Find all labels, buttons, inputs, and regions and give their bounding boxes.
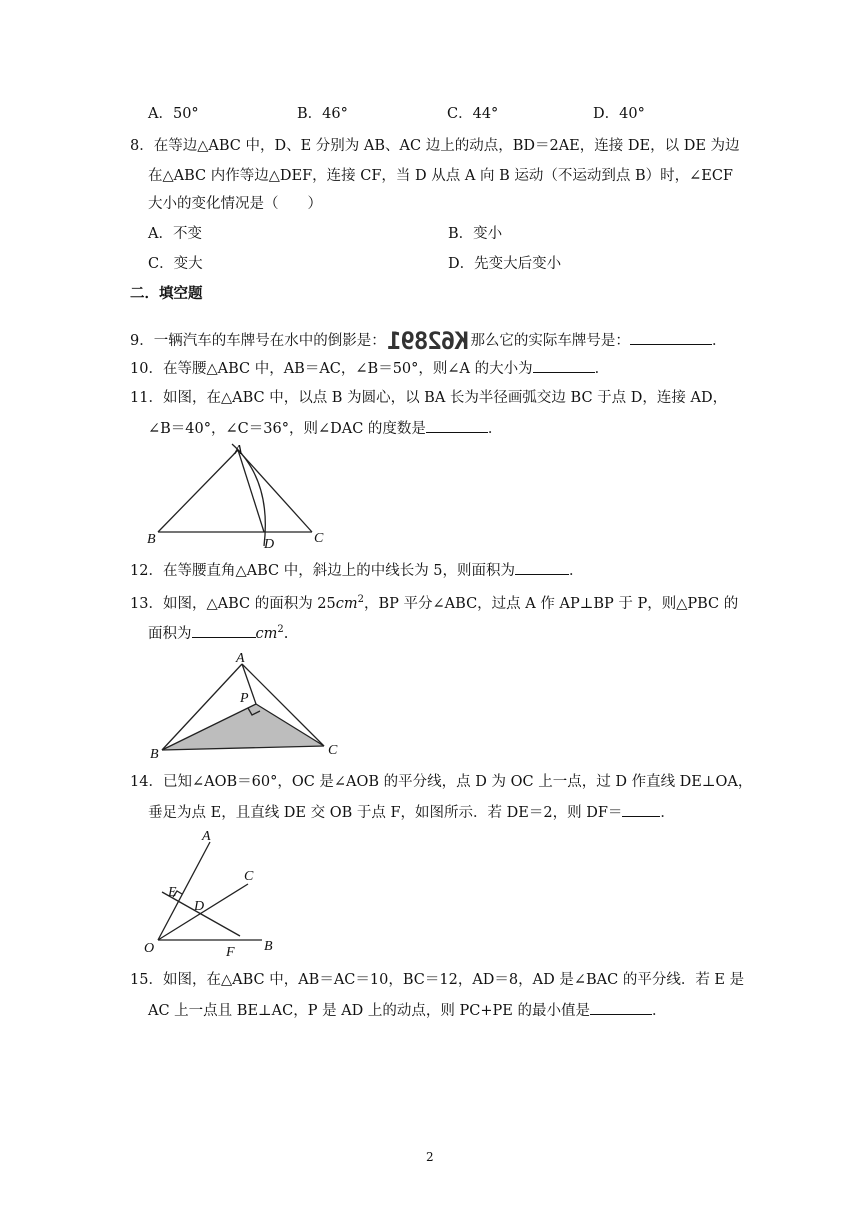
page-number: 2	[426, 1150, 434, 1164]
q7-option-d: D．40°	[593, 106, 645, 122]
q11-label-b: B	[147, 532, 156, 547]
q13-label-a: A	[236, 651, 245, 666]
q7-option-b: B．46°	[297, 106, 348, 122]
q14-label-o: O	[144, 941, 155, 956]
q11-label-c: C	[314, 531, 324, 546]
q13-label-p: P	[240, 691, 249, 706]
q15-answer-blank[interactable]	[590, 1000, 652, 1015]
q13-line-2	[148, 620, 288, 644]
q11-line-2	[148, 418, 502, 439]
q15-line-2	[148, 1000, 666, 1021]
q10-end: ．	[594, 361, 610, 377]
q14-end: ．	[660, 805, 675, 821]
q14-label-f: F	[226, 945, 235, 960]
q14-text: 垂足为点 E，且直线 DE 交 OB 于点 F，如图所示．若 DE＝2，则 DF＝	[148, 805, 623, 821]
q11-line-1: 11．如图，在△ABC 中，以点 B 为圆心，以 BA 长为半径画弧交边 BC 于点 D，连接 AD，	[130, 390, 728, 406]
q9-end: ．	[711, 333, 727, 349]
q11-label-d: D	[264, 537, 275, 552]
q7-option-c: C．44°	[447, 106, 499, 122]
section-heading-fill-in: 二．填空题	[130, 286, 203, 302]
q13-text-a: 13．如图，△ABC 的面积为 25	[130, 595, 336, 612]
q14-label-e: E	[168, 885, 177, 900]
q8-option-c: C．变大	[148, 256, 203, 272]
q11-arc	[232, 444, 265, 546]
q11-side-ac	[238, 450, 312, 532]
q11-segment-ad	[238, 450, 264, 532]
q8-option-a: A．不变	[148, 226, 202, 242]
q13-end: .	[283, 625, 289, 642]
q13-line-1	[130, 590, 738, 614]
q9-text: 9．一辆汽车的车牌号在水中的倒影是：	[130, 333, 386, 349]
q13-answer-blank[interactable]	[192, 623, 256, 638]
q13-triangle-figure	[144, 646, 344, 760]
q8-line-3: 大小的变化情况是（ ）	[148, 196, 322, 212]
q13-label-c: C	[328, 743, 338, 758]
q13-unit-exp-2: 2	[277, 624, 284, 635]
q9-mirrored-plate: K62891	[387, 327, 469, 355]
q12-end: ．	[569, 563, 584, 579]
q13-unit: cm	[335, 595, 358, 612]
q13-unit-2: cm	[255, 625, 278, 642]
q15-line-1: 15．如图，在△ABC 中，AB＝AC＝10，BC＝12，AD＝8，AD 是∠BAC 的平分线．若 E 是	[130, 972, 745, 988]
q12-text: 12．在等腰直角△ABC 中，斜边上的中线长为 5，则面积为	[130, 563, 516, 579]
q14-line-1: 14．已知∠AOB＝60°，OC 是∠AOB 的平分线，点 D 为 OC 上一点，过 D 作直线 DE⊥OA，	[130, 774, 753, 790]
q9-answer-blank[interactable]	[630, 330, 712, 345]
q14-label-b: B	[264, 939, 273, 954]
q8-line-1: 8．在等边△ABC 中，D、E 分别为 AB、AC 边上的动点，BD＝2AE，连接 DE，以 DE 为边	[130, 138, 740, 154]
q12-answer-blank[interactable]	[515, 560, 569, 575]
q13-text-b: ，BP 平分∠ABC，过点 A 作 AP⊥BP 于 P，则△PBC 的	[364, 595, 739, 612]
q7-option-a: A．50°	[148, 106, 199, 122]
q14-angle-figure	[140, 824, 300, 960]
q10-text: 10．在等腰△ABC 中，AB＝AC，∠B＝50°，则∠A 的大小为	[130, 361, 533, 377]
q9-text-after: 那么它的实际车牌号是：	[470, 333, 630, 349]
q10-answer-blank[interactable]	[533, 358, 595, 373]
q14-ray-oa	[158, 842, 210, 940]
q14-label-c: C	[244, 869, 254, 884]
q11-answer-blank[interactable]	[426, 418, 488, 433]
q15-end: ．	[651, 1003, 667, 1019]
q15-text: AC 上一点且 BE⊥AC，P 是 AD 上的动点，则 PC+PE 的最小值是	[148, 1003, 590, 1019]
q12-line	[130, 560, 584, 581]
q11-side-ab	[158, 450, 238, 532]
q13-label-b: B	[150, 747, 159, 760]
q9-line	[130, 327, 727, 355]
q14-label-d: D	[194, 899, 205, 914]
q11-end: ．	[487, 421, 503, 437]
q11-triangle-figure	[144, 440, 344, 552]
q10-line	[130, 358, 609, 379]
q14-line-2	[148, 802, 675, 823]
q8-option-d: D．先变大后变小	[448, 256, 562, 272]
q13-unit-exp: 2	[357, 594, 365, 605]
q11-label-a: A	[234, 443, 243, 458]
q13-text-c: 面积为	[148, 625, 192, 642]
q11-text: ∠B＝40°，∠C＝36°，则∠DAC 的度数是	[148, 421, 426, 437]
q8-option-b: B．变小	[448, 226, 503, 242]
q14-label-a: A	[202, 829, 211, 844]
q8-line-2: 在△ABC 内作等边△DEF，连接 CF，当 D 从点 A 向 B 运动（不运动到点 B）时，∠ECF	[148, 168, 733, 184]
q14-answer-blank[interactable]	[622, 802, 660, 817]
